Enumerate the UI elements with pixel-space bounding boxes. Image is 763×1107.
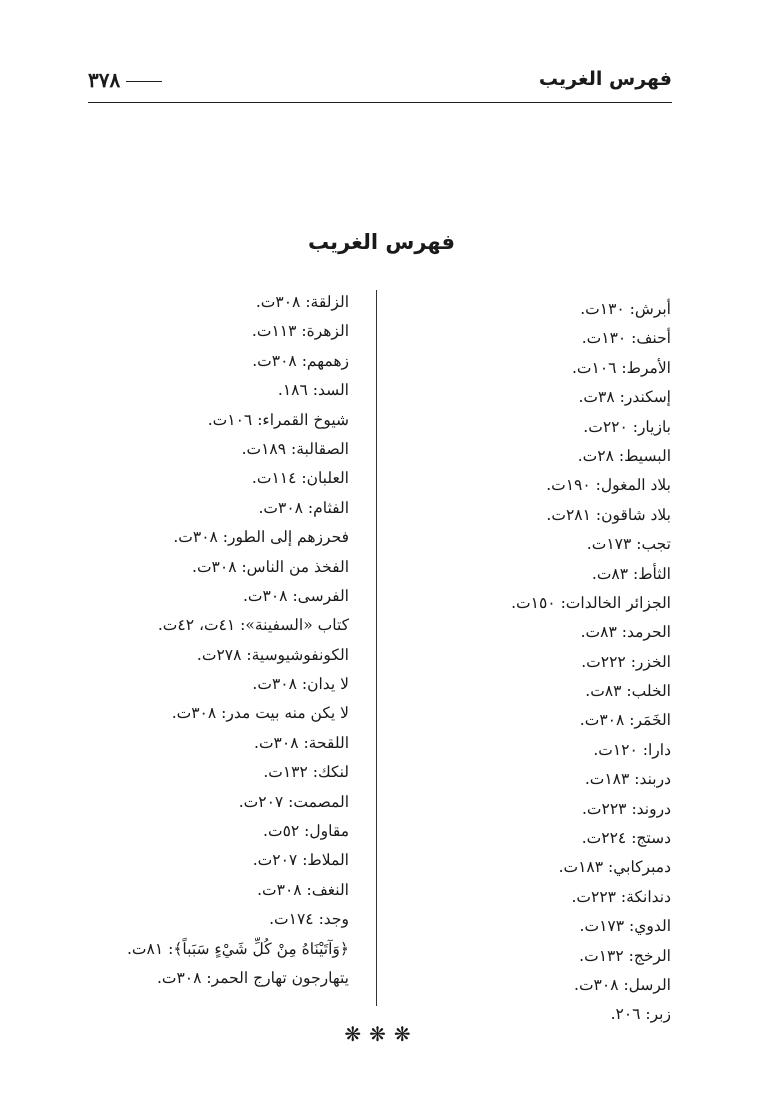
column-divider — [376, 290, 377, 1006]
page-title: فهرس الغريب — [307, 230, 456, 254]
index-entry: زهمهم: ٣٠٨ت. — [252, 351, 349, 370]
index-entry: البسيط: ٢٨ت. — [577, 446, 671, 465]
index-entry: دارا: ١٢٠ت. — [593, 740, 671, 759]
index-entry: بلاد المغول: ١٩٠ت. — [546, 476, 671, 495]
index-entry: الرخج: ١٣٢ت. — [579, 946, 671, 965]
index-entry: لنكك: ١٣٢ت. — [263, 763, 349, 782]
index-entry: الملاط: ٢٠٧ت. — [252, 851, 349, 870]
index-column-left — [49, 288, 349, 993]
index-entry: زبر: ٢٠٦. — [610, 1005, 671, 1024]
index-entry: مقاول: ٥٢ت. — [263, 822, 349, 841]
index-entry: الأمرط: ١٠٦ت. — [571, 358, 671, 377]
index-entry: الدوي: ١٧٣ت. — [579, 917, 671, 936]
index-entry: دندانكة: ٢٢٣ت. — [571, 887, 671, 906]
page-number — [88, 68, 162, 92]
index-entry: أحنف: ١٣٠ت. — [581, 329, 671, 348]
index-entry: بلاد شاقون: ٢٨١ت. — [546, 505, 671, 524]
index-entry: الحرمد: ٨٣ت. — [580, 623, 671, 642]
index-entry: تجب: ١٧٣ت. — [586, 535, 671, 554]
index-entry: شيوخ القمراء: ١٠٦ت. — [207, 410, 349, 429]
index-column-right — [371, 295, 671, 1030]
index-entry: الفخذ من الناس: ٣٠٨ت. — [192, 557, 349, 576]
index-entry: العلبان: ١١٤ت. — [251, 469, 349, 488]
index-entry: الكونفوشيوسية: ٢٧٨ت. — [196, 645, 349, 664]
page-number-value: ٣٧٨ — [88, 68, 121, 92]
index-entry: أبرش: ١٣٠ت. — [580, 300, 671, 318]
index-entry: الجزائر الخالدات: ١٥٠ت. — [511, 593, 671, 612]
index-entry: الصقالبة: ١٨٩ت. — [241, 439, 349, 458]
index-entry: دربند: ١٨٣ت. — [584, 770, 671, 789]
index-entry: دستج: ٢٢٤ت. — [581, 829, 671, 848]
footer-ornament: ❋❋❋ — [344, 1022, 419, 1046]
header-rule — [88, 102, 672, 103]
index-entry: المصمت: ٢٠٧ت. — [238, 792, 349, 811]
index-entry: الخلب: ٨٣ت. — [585, 682, 671, 701]
index-entry: الفرسى: ٣٠٨ت. — [243, 586, 349, 605]
index-entry: الرسل: ٣٠٨ت. — [574, 975, 671, 994]
page-number-dash — [126, 81, 162, 82]
index-entry: ﴿وَآتَيْنَاهُ مِنْ كُلِّ شَيْءٍ سَبَباً﴾: ٨١ت. — [127, 939, 349, 958]
index-entry: لا يكن منه بيت مدر: ٣٠٨ت. — [171, 704, 349, 723]
index-entry: يتهارجون تهارج الحمر: ٣٠٨ت. — [156, 968, 349, 987]
index-entry: كتاب «السفينة»: ٤١ت، ٤٢ت. — [157, 616, 349, 635]
running-header — [88, 68, 672, 104]
index-entry: وجد: ١٧٤ت. — [269, 910, 349, 929]
index-entry: الخزر: ٢٢٢ت. — [581, 652, 671, 671]
index-entry: بازيار: ٢٢٠ت. — [583, 417, 671, 436]
index-entry: النغف: ٣٠٨ت. — [257, 880, 349, 899]
index-entry: فحرزهم إلى الطور: ٣٠٨ت. — [173, 528, 349, 547]
index-entry: الزلقة: ٣٠٨ت. — [255, 293, 349, 311]
index-entry: السد: ١٨٦. — [277, 381, 349, 400]
index-entry: الخَمَر: ٣٠٨ت. — [579, 711, 671, 730]
index-entry: لا يدان: ٣٠٨ت. — [252, 675, 349, 694]
index-entry: الزهرة: ١١٣ت. — [251, 322, 349, 341]
running-title: فهرس الغريب — [538, 68, 672, 90]
index-entry: اللقحة: ٣٠٨ت. — [254, 733, 349, 752]
index-entry: إسكندر: ٣٨ت. — [578, 388, 671, 407]
index-entry: الثأط: ٨٣ت. — [591, 564, 671, 583]
index-entry: الفثام: ٣٠٨ت. — [258, 498, 349, 517]
index-entry: دروند: ٢٢٣ت. — [582, 799, 671, 818]
index-entry: دمبركابي: ١٨٣ت. — [558, 858, 671, 877]
